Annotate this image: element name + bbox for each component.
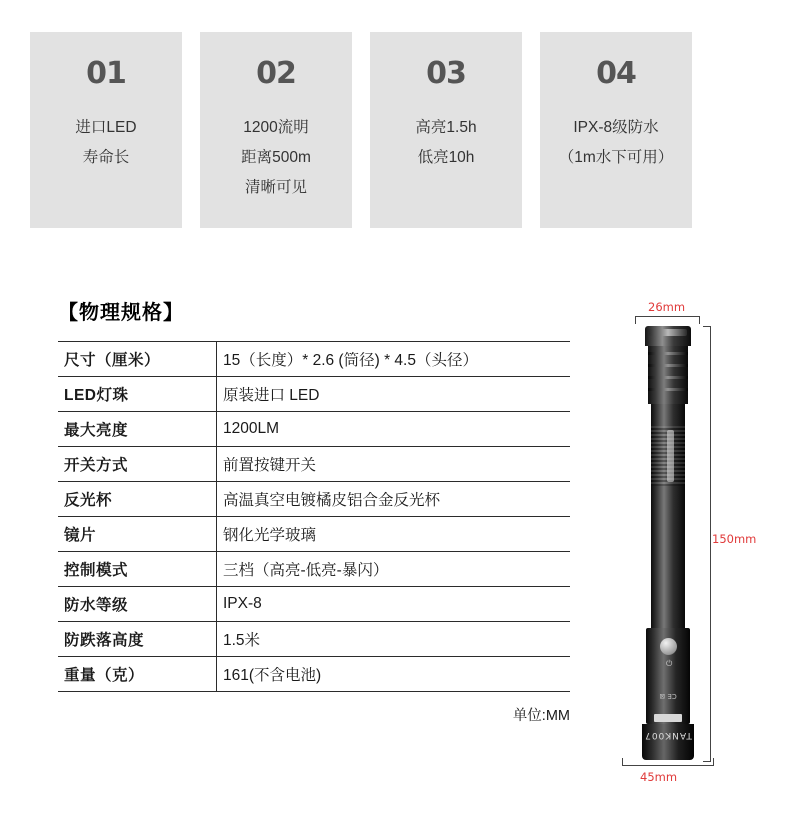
spec-key: 重量（克） <box>58 657 217 692</box>
spec-key: 反光杯 <box>58 482 217 517</box>
page-title: 【物理规格】 <box>58 302 184 324</box>
table-row <box>58 377 570 412</box>
specification-section <box>58 296 578 725</box>
spec-value: 1200LM <box>223 420 280 437</box>
dimension-label-right: 150mm <box>712 532 757 546</box>
feature-card-01 <box>30 32 182 228</box>
spec-key: 尺寸（厘米） <box>58 342 217 377</box>
flashlight-ring <box>648 388 688 391</box>
feature-text: 寿命长 <box>82 149 130 167</box>
flashlight-ring <box>648 376 688 379</box>
spec-key: 开关方式 <box>58 447 217 482</box>
table-row <box>58 552 570 587</box>
feature-text: IPX-8级防水 <box>573 119 659 136</box>
flashlight-ring <box>648 364 688 367</box>
feature-text: 低亮10h <box>417 149 475 167</box>
feature-card-02 <box>200 32 352 228</box>
feature-text: 1200流明 <box>243 119 309 136</box>
spec-key: 控制模式 <box>58 552 217 587</box>
unit-note: 单位:MM <box>512 708 570 724</box>
feature-text: 高亮1.5h <box>415 119 477 136</box>
dimension-label-bottom: 45mm <box>640 770 678 784</box>
certification-mark: CE ⊠ <box>659 692 677 700</box>
power-symbol-icon: ⏻ <box>666 659 673 668</box>
spec-value: 161(不含电池) <box>223 667 322 684</box>
spec-value: 1.5米 <box>223 632 261 649</box>
feature-number: 02 <box>256 56 296 91</box>
spec-value: 钢化光学玻璃 <box>223 527 317 544</box>
caliper-top <box>635 316 700 324</box>
table-row <box>58 657 570 692</box>
table-row <box>58 587 570 622</box>
product-label <box>654 714 682 722</box>
power-switch-icon <box>660 638 677 655</box>
dimension-label-top: 26mm <box>648 300 686 314</box>
feature-number: 01 <box>86 56 126 91</box>
feature-number: 03 <box>426 56 466 91</box>
flashlight-bezel <box>649 329 687 336</box>
table-row <box>58 482 570 517</box>
specification-table <box>58 341 570 692</box>
spec-value: 高温真空电镀橘皮铝合金反光杯 <box>223 492 441 509</box>
feature-text: （1m水下可用） <box>558 149 674 167</box>
feature-card-03 <box>370 32 522 228</box>
flashlight-highlight <box>667 430 674 482</box>
feature-card-row <box>0 0 790 228</box>
flashlight-ring <box>648 352 688 355</box>
feature-text: 距离500m <box>241 149 311 167</box>
product-dimension-figure <box>600 296 780 796</box>
feature-text: 进口LED <box>75 119 137 136</box>
feature-card-04 <box>540 32 692 228</box>
spec-key: 最大亮度 <box>58 412 217 447</box>
brand-logo: TANK007 <box>644 730 692 740</box>
table-row <box>58 342 570 377</box>
feature-number: 04 <box>596 56 636 91</box>
table-row <box>58 447 570 482</box>
spec-key: 防跌落高度 <box>58 622 217 657</box>
feature-text: 清晰可见 <box>244 179 307 197</box>
spec-value: 三档（高亮-低亮-暴闪） <box>223 562 389 579</box>
spec-value: IPX-8 <box>223 595 262 612</box>
table-row <box>58 412 570 447</box>
spec-key: 镜片 <box>58 517 217 552</box>
spec-key: LED灯珠 <box>58 377 217 412</box>
flashlight-image <box>622 326 714 762</box>
spec-value: 前置按键开关 <box>223 457 317 474</box>
spec-value: 原装进口 LED <box>223 387 320 404</box>
table-row <box>58 517 570 552</box>
spec-value: 15（长度）* 2.6 (筒径) * 4.5（头径） <box>223 352 478 369</box>
table-row <box>58 622 570 657</box>
spec-key: 防水等级 <box>58 587 217 622</box>
